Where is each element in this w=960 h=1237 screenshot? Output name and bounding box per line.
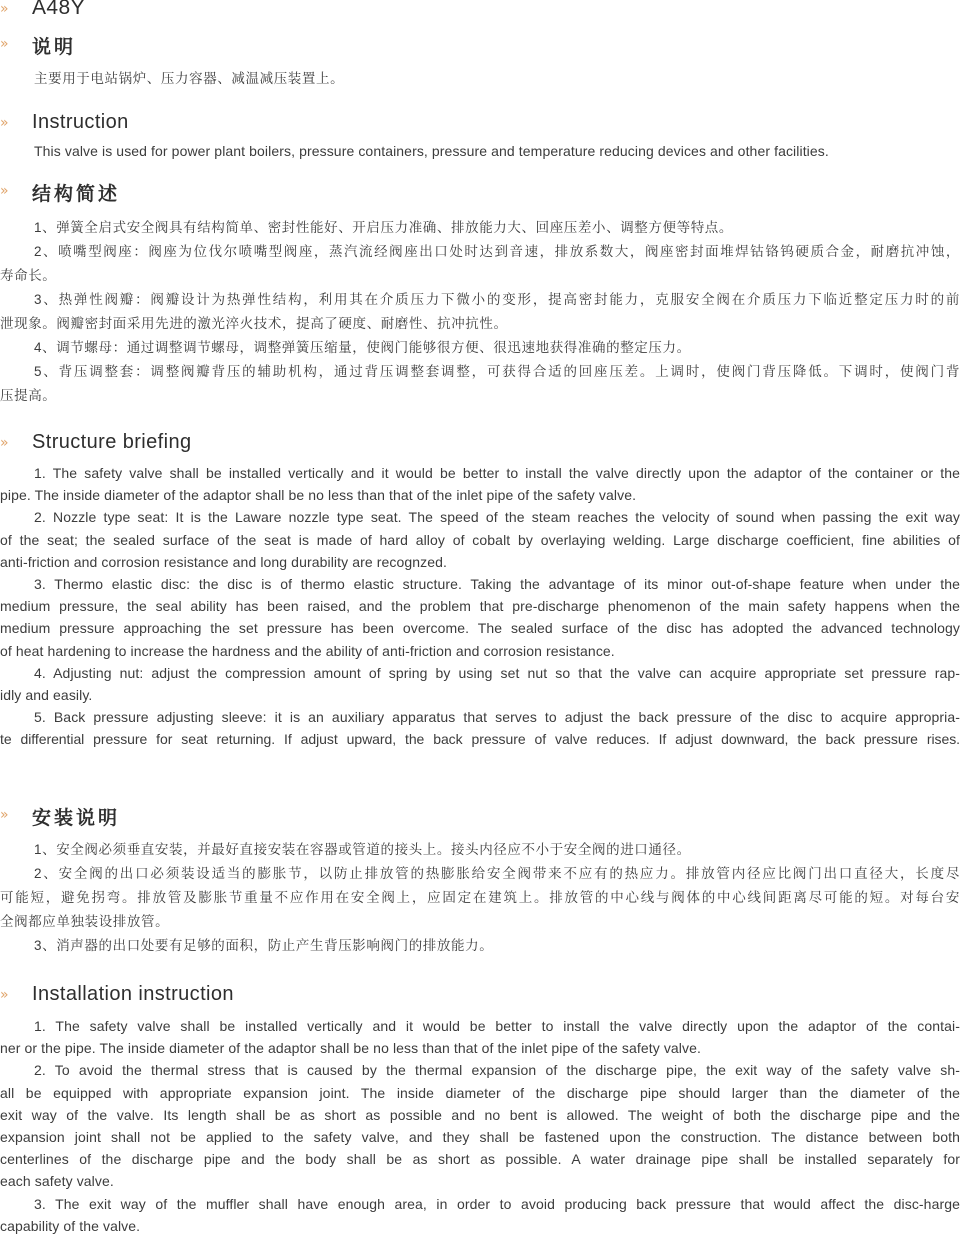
double-chevron-right-icon: »	[0, 183, 6, 199]
model-number: A48Y	[32, 0, 85, 19]
paragraph-line: 1. The safety valve shall be installed vertically and it would be better to install the valve directly upon the adaptor of the container or the	[34, 465, 960, 481]
paragraph-line: capability of the valve.	[0, 1217, 141, 1234]
paragraph-line: 3. Thermo elastic disc: the disc is of thermo elastic structure. Taking the advantage of its minor out-of-shape feature when under the	[34, 575, 960, 592]
paragraph-line: 3、热弹性阀瓣：阀瓣设计为热弹性结构，利用其在介质压力下微小的变形，提高密封能力，克服安全阀在介质压力下临近整定压力时的前	[34, 292, 960, 307]
double-chevron-right-icon: »	[0, 435, 6, 451]
paragraph-line: 4、调节螺母：通过调整调节螺母，调整弹簧压缩量，使阀门能够很方便、很迅速地获得准确的整定压力。	[34, 340, 691, 355]
paragraph-line: 2. Nozzle type seat: It is the Laware nozzle type seat. The speed of the steam reaches the velocity of sound when passing the exit way	[34, 509, 960, 526]
paragraph-line: medium pressure, the seal ability has been raised, and the problem that pre-discharge phenomenon of the main safety happens when the	[0, 598, 960, 615]
paragraph-line: 2、安全阀的出口必须装设适当的膨胀节，以防止排放管的热膨胀给安全阀带来不应有的热应力。排放管内径应比阀门出口直径大，长度尽	[34, 866, 960, 881]
paragraph-line: 全阀都应单独装设排放管。	[0, 914, 170, 929]
section-body-structure-zh	[0, 216, 960, 408]
paragraph-line: 可能短，避免拐弯。排放管及膨胀节重量不应作用在安全阀上，应固定在建筑上。排放管的中心线与阀体的中心线间距离尽可能的短。对每台安	[0, 890, 960, 905]
double-chevron-right-icon: »	[0, 1, 6, 17]
double-chevron-right-icon: »	[0, 115, 6, 131]
paragraph-line: 5. Back pressure adjusting sleeve: it is an auxiliary apparatus that serves to adjust the back pressure of the disc to acquire appropria-	[34, 709, 960, 726]
double-chevron-right-icon: »	[0, 807, 6, 823]
paragraph-line: 5、背压调整套：调整阀瓣背压的辅助机构，通过背压调整套调整，可获得合适的回座压差。上调时，使阀门背压降低。下调时，使阀门背	[34, 364, 960, 379]
paragraph-line: 2. To avoid the thermal stress that is caused by the thermal expansion of the discharge pipe, the exit way of the safety valve sh-	[34, 1062, 960, 1079]
paragraph-line: 压提高。	[0, 388, 57, 403]
double-chevron-right-icon: »	[0, 36, 6, 52]
section-title: 结构简述	[32, 184, 121, 205]
paragraph-line: This valve is used for power plant boilers, pressure containers, pressure and temperature reducing devices and other facilities.	[34, 143, 829, 159]
paragraph-line: each safety valve.	[0, 1173, 114, 1190]
section-title: 说明	[32, 37, 77, 58]
paragraph-line: te differential pressure for seat returning. If adjust upward, the back pressure of valve reduces. If adjust downward, the back pressure rises.	[0, 731, 960, 748]
section-body-desc-zh	[0, 67, 960, 91]
paragraph-line: 3. The exit way of the muffler shall have enough area, in order to avoid producing back pressure that would affect the disc-harge	[34, 1195, 960, 1212]
section-title: Installation instruction	[32, 983, 234, 1005]
section-body-structure-en	[0, 462, 960, 750]
paragraph-line: 主要用于电站锅炉、压力容器、减温减压装置上。	[34, 71, 345, 86]
paragraph-line: 1、安全阀必须垂直安装，并最好直接安装在容器或管道的接头上。接头内径应不小于安全阀的进口通径。	[34, 842, 691, 857]
paragraph-line: pipe. The inside diameter of the adaptor shall be no less than that of the inlet pipe of the safety valve.	[0, 487, 637, 504]
paragraph-line: all be equipped with appropriate expansion joint. The inside diameter of the discharge pipe should larger than the diameter of the	[0, 1084, 960, 1101]
section-title: Instruction	[32, 111, 129, 133]
paragraph-line: of heat hardening to increase the hardness and the ability of anti-friction and corrosion resistance.	[0, 642, 615, 659]
paragraph-line: exit way of the valve. Its length shall be as short as possible and no bent is allowed. The weight of both the discharge pipe and the	[0, 1106, 960, 1123]
paragraph-line: 1. The safety valve shall be installed vertically and it would be better to install the valve directly upon the adaptor of the contai-	[34, 1018, 960, 1034]
paragraph-line: centerlines of the discharge pipe and the body shall be as short as possible. A water drainage pipe shall be installed separately for	[0, 1151, 960, 1168]
section-body-install-zh	[0, 838, 960, 958]
paragraph-line: anti-friction and corrosion resistance and long durability are recognzed.	[0, 553, 447, 570]
section-title: Structure briefing	[32, 431, 192, 453]
paragraph-line: 3、消声器的出口处要有足够的面积，防止产生背压影响阀门的排放能力。	[34, 938, 494, 953]
section-body-install-en	[0, 1015, 960, 1237]
paragraph-line: 寿命长。	[0, 268, 57, 283]
paragraph-line: of the seat; the sealed surface of the seat is made of hard alloy of cobalt by overlaying welding. Large discharge coefficient, fine abilities of	[0, 531, 960, 548]
paragraph-line: 2、喷嘴型阀座：阀座为位伐尔喷嘴型阀座，蒸汽流经阀座出口处时达到音速，排放系数大，阀座密封面堆焊钴铬钨硬质合金，耐磨抗冲蚀，	[34, 244, 960, 259]
paragraph-line: medium pressure approaching the set pressure has been overcome. The sealed surface of the disc has adopted the advanced technology	[0, 620, 960, 637]
paragraph-line: 1、弹簧全启式安全阀具有结构简单、密封性能好、开启压力准确、排放能力大、回座压差小、调整方便等特点。	[34, 220, 734, 235]
section-body-desc-en	[0, 140, 960, 162]
paragraph-line: 4. Adjusting nut: adjust the compression amount of spring by using set nut so that the valve can acquire appropriate set pressure rap-	[34, 664, 960, 681]
paragraph-line: expansion joint shall not be applied to the safety valve, and they shall be fastened upon the construction. The distance between both	[0, 1128, 960, 1145]
paragraph-line: ner or the pipe. The inside diameter of the adaptor shall be no less than that of the inlet pipe of the safety valve.	[0, 1040, 701, 1057]
paragraph-line: 泄现象。阀瓣密封面采用先进的激光淬火技术，提高了硬度、耐磨性、抗冲抗性。	[0, 316, 508, 331]
section-title: 安装说明	[32, 808, 121, 829]
double-chevron-right-icon: »	[0, 987, 6, 1003]
paragraph-line: idly and easily.	[0, 686, 93, 703]
